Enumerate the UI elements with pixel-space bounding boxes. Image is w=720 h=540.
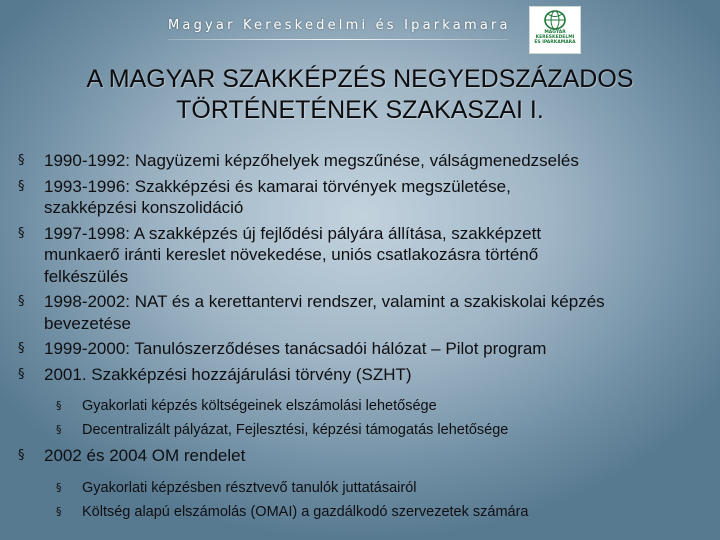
sub-bullet-line: Költség alapú elszámolás (OMAI) a gazdálkodó szervezetek számára — [82, 503, 529, 520]
sub-bullet-item — [56, 397, 716, 415]
slide-title — [0, 64, 720, 126]
bullet-marker: § — [18, 448, 25, 463]
logo-text-1: MAGYAR — [544, 30, 566, 35]
sub-bullet-line: Decentralizált pályázat, Fejlesztési, képzési támogatás lehetősége — [82, 422, 509, 438]
bullet-line: 1990-1992: Nagyüzemi képzőhelyek megszűnése, válságmenedzselés — [44, 151, 579, 170]
sub-bullet-line: Gyakorlati képzés költségeinek elszámolási lehetősége — [82, 398, 437, 414]
logo-text-2: KERESKEDELMI — [535, 35, 575, 40]
bullet-line: 1993-1996: Szakképzési és kamarai törvények megszületése, — [44, 176, 511, 196]
bullet-list — [16, 150, 716, 527]
sub-bullet-line: Gyakorlati képzésben résztvevő tanulók juttatásairól — [82, 479, 417, 496]
sub-bullet-item — [56, 503, 716, 521]
title-line-1: A MAGYAR SZAKKÉPZÉS NEGYEDSZÁZADOS — [86, 65, 634, 93]
bullet-marker: § — [18, 178, 25, 194]
bullet-line: 1998-2002: NAT és a kerettantervi rendszer, valamint a szakiskolai képzés — [44, 292, 605, 311]
bullet-marker: § — [18, 366, 25, 382]
bullet-item — [16, 291, 716, 334]
bullet-item — [16, 176, 716, 219]
bullet-item — [16, 223, 716, 288]
bullet-marker: § — [56, 480, 62, 494]
bullet-marker: § — [18, 294, 25, 309]
bullet-line: 1999-2000: Tanulószerződéses tanácsadói hálózat – Pilot program — [44, 339, 547, 358]
bullet-marker: § — [18, 225, 25, 241]
bullet-line: 2002 és 2004 OM rendelet — [44, 446, 246, 465]
title-line-2: TÖRTÉNETÉNEK SZAKASZAI I. — [176, 96, 544, 124]
bullet-marker: § — [56, 504, 62, 518]
bullet-line: bevezetése — [44, 313, 131, 333]
bullet-marker: § — [56, 399, 62, 412]
bullet-line: szakképzési konszolidáció — [44, 198, 244, 217]
sub-bullet-item — [56, 421, 716, 439]
bullet-line: felkészülés — [44, 266, 129, 286]
bullet-item — [16, 364, 716, 386]
sub-bullet-item — [56, 479, 716, 497]
bullet-marker: § — [18, 341, 25, 356]
header-divider — [168, 39, 508, 40]
bullet-line: 1997-1998: A szakképzés új fejlődési pályára állítása, szakképzett — [44, 223, 542, 243]
logo-text-3: ÉS IPARKAMARA — [534, 40, 576, 45]
chamber-logo — [529, 6, 581, 54]
organization-name: Magyar Kereskedelmi és Iparkamara — [168, 18, 511, 33]
bullet-item — [16, 150, 716, 172]
bullet-line: 2001. Szakképzési hozzájárulási törvény (SZHT) — [44, 364, 412, 384]
bullet-item — [16, 445, 716, 467]
bullet-line: munkaerő iránti kereslet növekedése, uniós csatlakozásra történő — [44, 245, 539, 264]
bullet-marker: § — [18, 153, 25, 168]
bullet-marker: § — [56, 423, 62, 436]
bullet-item — [16, 338, 716, 360]
globe-icon — [542, 10, 568, 30]
